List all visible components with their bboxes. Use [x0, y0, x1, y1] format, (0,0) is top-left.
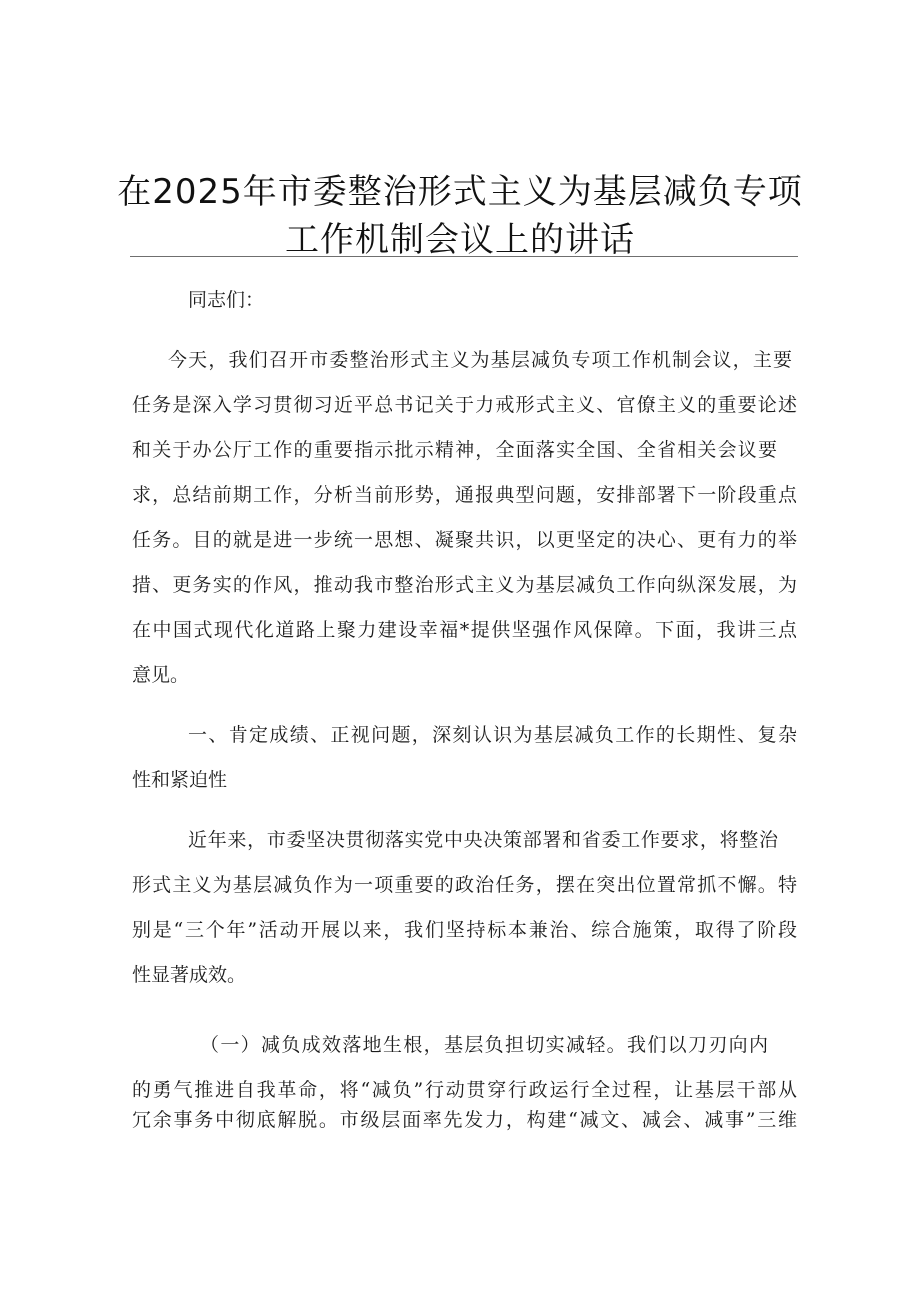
para2-line-4: 性显著成效。: [132, 964, 247, 986]
section-heading-1-line-1: 一、肯定成绩、正视问题，深刻认识为基层减负工作的长期性、复杂: [188, 724, 797, 746]
section-heading-1-line-2: 性和紧迫性: [132, 769, 228, 791]
intro-line-3: 和关于办公厅工作的重要指示批示精神，全面落实全国、全省相关会议要: [132, 439, 777, 461]
salutation: 同志们：: [188, 289, 265, 311]
document-title-line-2: 工作机制会议上的讲话: [285, 220, 635, 260]
document-title-line-1: 在2025年市委整治形式主义为基层减负专项: [117, 172, 803, 212]
intro-line-8: 意见。: [132, 664, 190, 686]
para3-line-1: （一）减负成效落地生根，基层负担切实减轻。我们以刀刃向内: [200, 1034, 768, 1056]
para2-line-2: 形式主义为基层减负作为一项重要的政治任务，摆在突出位置常抓不懈。特: [132, 874, 797, 896]
intro-line-4: 求，总结前期工作，分析当前形势，通报典型问题，安排部署下一阶段重点: [132, 484, 797, 506]
intro-line-6: 措、更务实的作风，推动我市整治形式主义为基层减负工作向纵深发展，为: [132, 574, 797, 596]
intro-line-1: 今天，我们召开市委整治形式主义为基层减负专项工作机制会议，主要: [168, 349, 792, 371]
para2-line-1: 近年来，市委坚决贯彻落实党中央决策部署和省委工作要求，将整治: [188, 829, 778, 851]
intro-line-2: 任务是深入学习贯彻习近平总书记关于力戒形式主义、官僚主义的重要论述: [132, 394, 797, 416]
intro-line-5: 任务。目的就是进一步统一思想、凝聚共识，以更坚定的决心、更有力的举: [132, 529, 797, 551]
intro-line-7: 在中国式现代化道路上聚力建设幸福*提供坚强作风保障。下面，我讲三点: [132, 619, 797, 641]
para3-line-3: 冗余事务中彻底解脱。市级层面率先发力，构建“减文、减会、减事”三维: [132, 1109, 797, 1131]
para3-line-2: 的勇气推进自我革命，将“减负”行动贯穿行政运行全过程，让基层干部从: [132, 1079, 797, 1101]
title-divider: [130, 256, 798, 257]
para2-line-3: 别是“三个年”活动开展以来，我们坚持标本兼治、综合施策，取得了阶段: [132, 919, 797, 941]
